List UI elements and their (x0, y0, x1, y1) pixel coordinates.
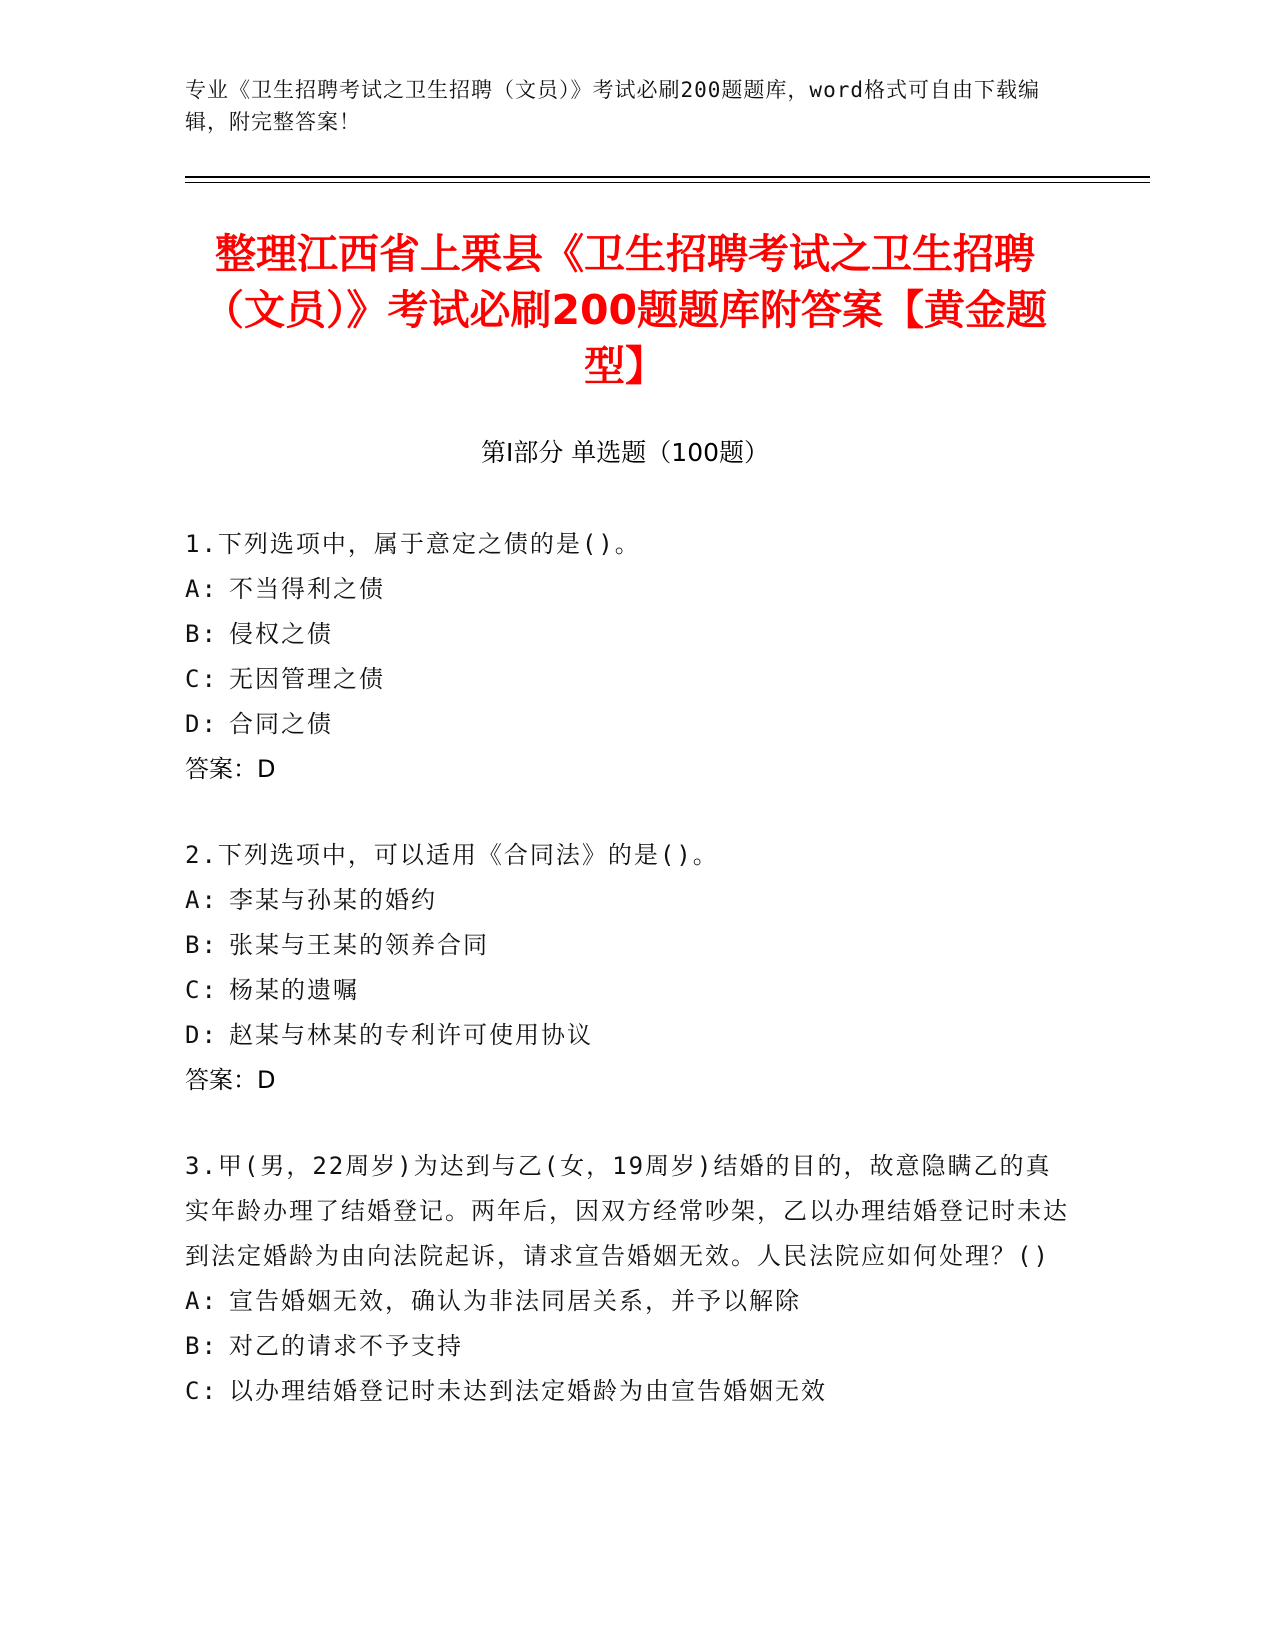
option-text: 以办理结婚登记时未达到法定婚龄为由宣告婚姻无效 (229, 1377, 827, 1405)
question-answer: 答案：D (185, 755, 276, 783)
option-key: D: (185, 710, 218, 738)
option-key: A: (185, 575, 218, 603)
option-key: B: (185, 620, 218, 648)
option-text: 张某与王某的领养合同 (229, 931, 489, 959)
option-d (185, 1013, 1075, 1058)
question-1 (185, 522, 1075, 792)
option-text: 合同之债 (229, 710, 333, 738)
option-a (185, 1279, 1075, 1324)
question-list (185, 522, 1075, 1455)
option-key: B: (185, 1332, 218, 1360)
question-answer: 答案：D (185, 1066, 276, 1094)
option-b (185, 1324, 1075, 1369)
option-c (185, 657, 1075, 702)
option-text: 李某与孙某的婚约 (229, 886, 437, 914)
question-stem: 1.下列选项中，属于意定之债的是()。 (185, 530, 641, 558)
section-heading: 第Ⅰ部分 单选题（100题） (480, 438, 770, 467)
header-divider-thick (185, 176, 1150, 178)
option-key: B: (185, 931, 218, 959)
option-text: 宣告婚姻无效，确认为非法同居关系，并予以解除 (229, 1287, 801, 1315)
option-c (185, 968, 1075, 1013)
option-a (185, 567, 1075, 612)
option-key: A: (185, 1287, 218, 1315)
option-text: 杨某的遗嘱 (229, 976, 359, 1004)
question-stem: 2.下列选项中，可以适用《合同法》的是()。 (185, 841, 719, 869)
question-3 (185, 1144, 1075, 1414)
option-text: 对乙的请求不予支持 (229, 1332, 463, 1360)
option-key: A: (185, 886, 218, 914)
option-b (185, 923, 1075, 968)
header-note: 专业《卫生招聘考试之卫生招聘（文员）》考试必刷200题题库，word格式可自由下载编辑，附完整答案！ (185, 78, 1040, 134)
option-key: C: (185, 665, 218, 693)
option-text: 侵权之债 (229, 620, 333, 648)
question-2 (185, 833, 1075, 1103)
question-stem: 3.甲(男，22周岁)为达到与乙(女，19周岁)结婚的目的，故意隐瞒乙的真实年龄办理了结婚登记。两年后，因双方经常吵架，乙以办理结婚登记时未达到法定婚龄为由向法院起诉，请求宣告婚姻无效。人民法院应如何处理？() (185, 1152, 1069, 1270)
option-text: 无因管理之债 (229, 665, 385, 693)
option-text: 不当得利之债 (229, 575, 385, 603)
option-key: D: (185, 1021, 218, 1049)
option-a (185, 878, 1075, 923)
option-c (185, 1369, 1075, 1414)
option-key: C: (185, 1377, 218, 1405)
option-b (185, 612, 1075, 657)
option-d (185, 702, 1075, 747)
option-text: 赵某与林某的专利许可使用协议 (229, 1021, 593, 1049)
header-divider-thin (185, 182, 1150, 183)
document-title: 整理江西省上栗县《卫生招聘考试之卫生招聘（文员）》考试必刷200题题库附答案【黄金题型】 (202, 230, 1048, 390)
option-key: C: (185, 976, 218, 1004)
